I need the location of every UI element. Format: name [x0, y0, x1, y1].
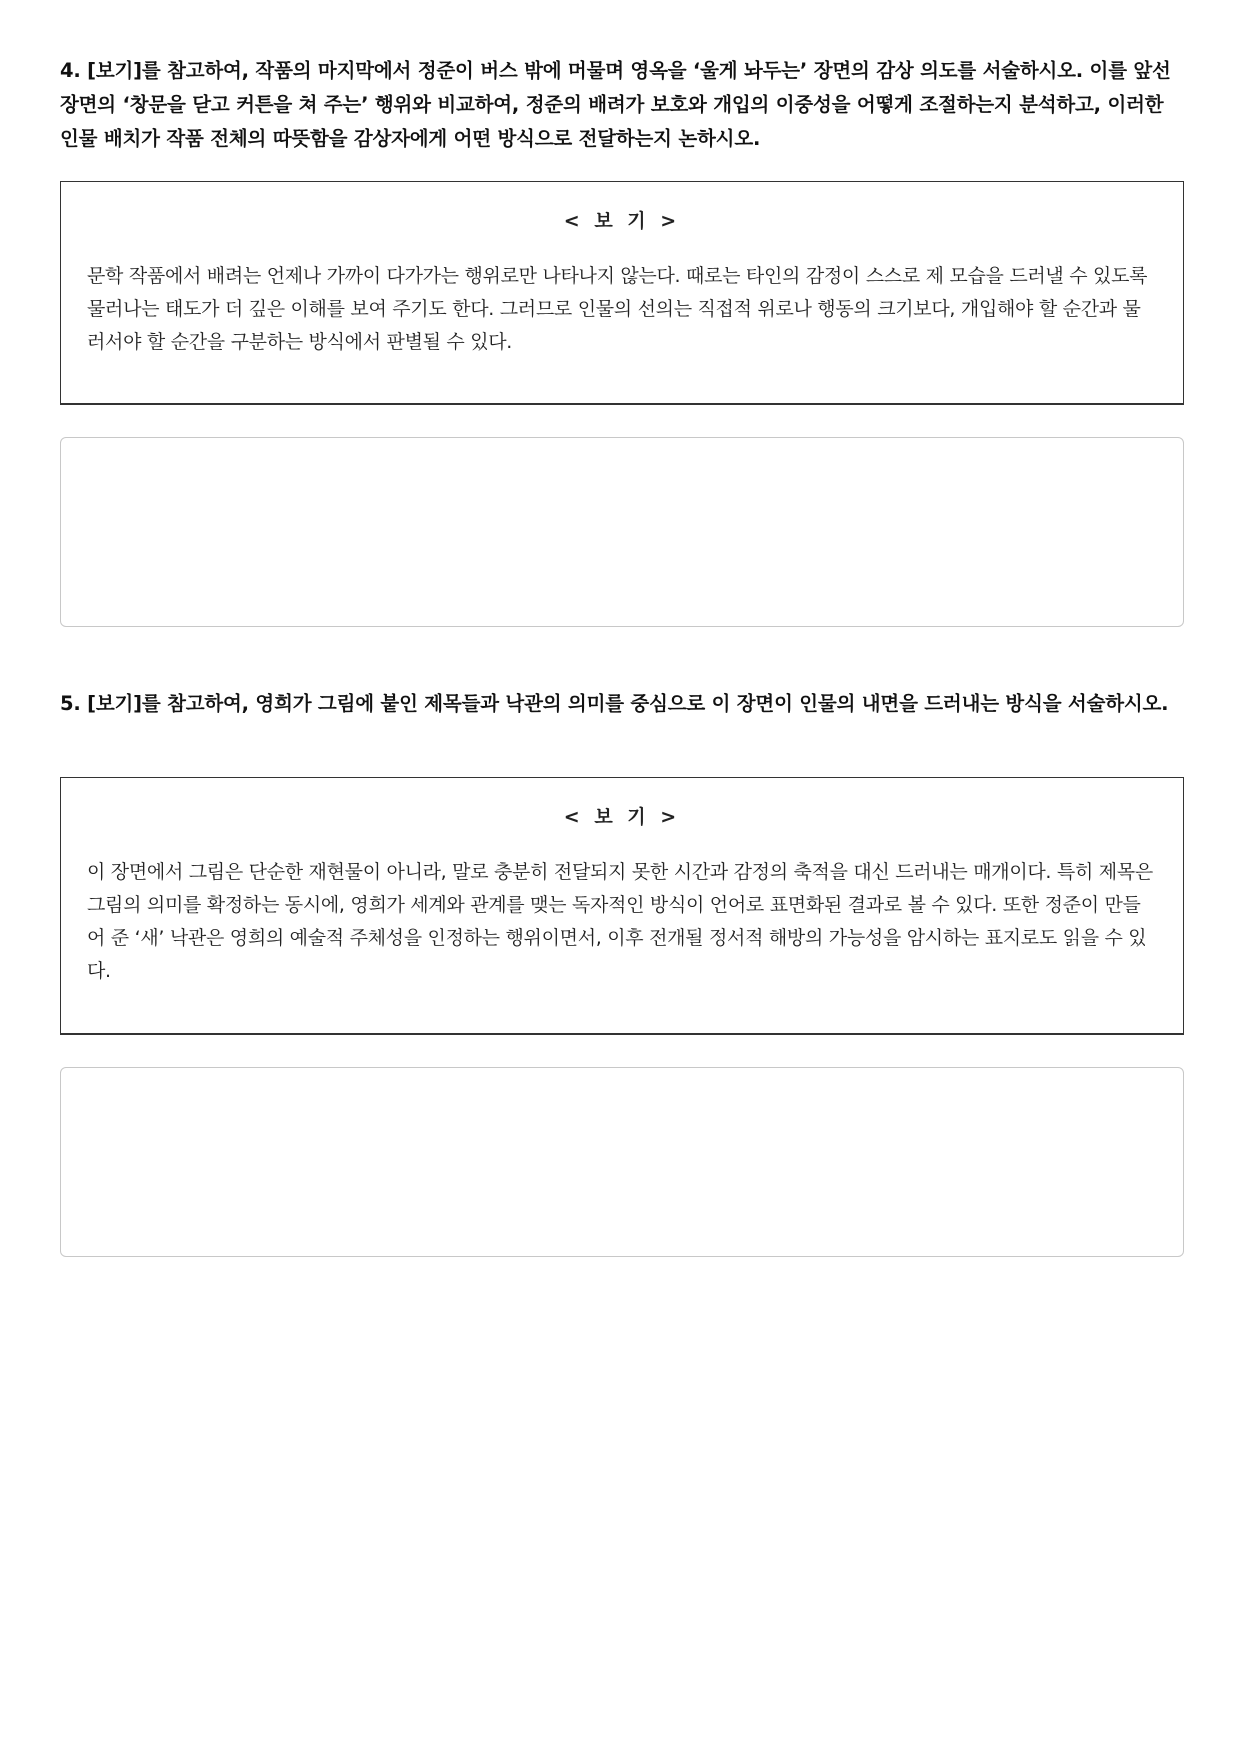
question-5-bogi-title: < 보 기 > — [563, 806, 681, 828]
question-4-answer-box[interactable] — [60, 437, 1184, 627]
question-5 — [60, 687, 1188, 721]
question-5-bogi-text: 이 장면에서 그림은 단순한 재현물이 아니라, 말로 충분히 전달되지 못한 시간과 감정의 축적을 대신 드러내는 매개이다. 특히 제목은 그림의 의미를 확정하는 동시에, 영희가 세계와 관계를 맺는 독자적인 방식이 언어로 표면화된 결과로 볼 수 있다. 또한 정준이 만들어 준 ‘새’ 낙관은 영희의 예술적 주체성을 인정하는 행위이면서, 이후 전개될 정서적 해방의 가능성을 암시하는 표지로도 읽을 수 있다. — [87, 861, 1153, 982]
question-4-bogi-title: < 보 기 > — [563, 210, 681, 232]
question-5-prompt: 5. [보기]를 참고하여, 영희가 그림에 붙인 제목들과 낙관의 의미를 중심으로 이 장면이 인물의 내면을 드러내는 방식을 서술하시오. — [60, 692, 1169, 715]
question-4-bogi-box — [60, 181, 1184, 405]
question-4-bogi-text: 문학 작품에서 배려는 언제나 가까이 다가가는 행위로만 나타나지 않는다. 때로는 타인의 감정이 스스로 제 모습을 드러낼 수 있도록 물러나는 태도가 더 깊은 이해를 보여 주기도 한다. 그러므로 인물의 선의는 직접적 위로나 행동의 크기보다, 개입해야 할 순간과 물러서야 할 순간을 구분하는 방식에서 판별될 수 있다. — [87, 265, 1148, 353]
question-4 — [60, 54, 1188, 156]
question-5-bogi-box — [60, 777, 1184, 1035]
question-5-answer-box[interactable] — [60, 1067, 1184, 1257]
question-4-prompt: 4. [보기]를 참고하여, 작품의 마지막에서 정준이 버스 밖에 머물며 영옥을 ‘울게 놔두는’ 장면의 감상 의도를 서술하시오. 이를 앞선 장면의 ‘창문을 닫고 커튼을 쳐 주는’ 행위와 비교하여, 정준의 배려가 보호와 개입의 이중성을 어떻게 조절하는지 분석하고, 이러한 인물 배치가 작품 전체의 따뜻함을 감상자에게 어떤 방식으로 전달하는지 논하시오. — [60, 59, 1171, 150]
